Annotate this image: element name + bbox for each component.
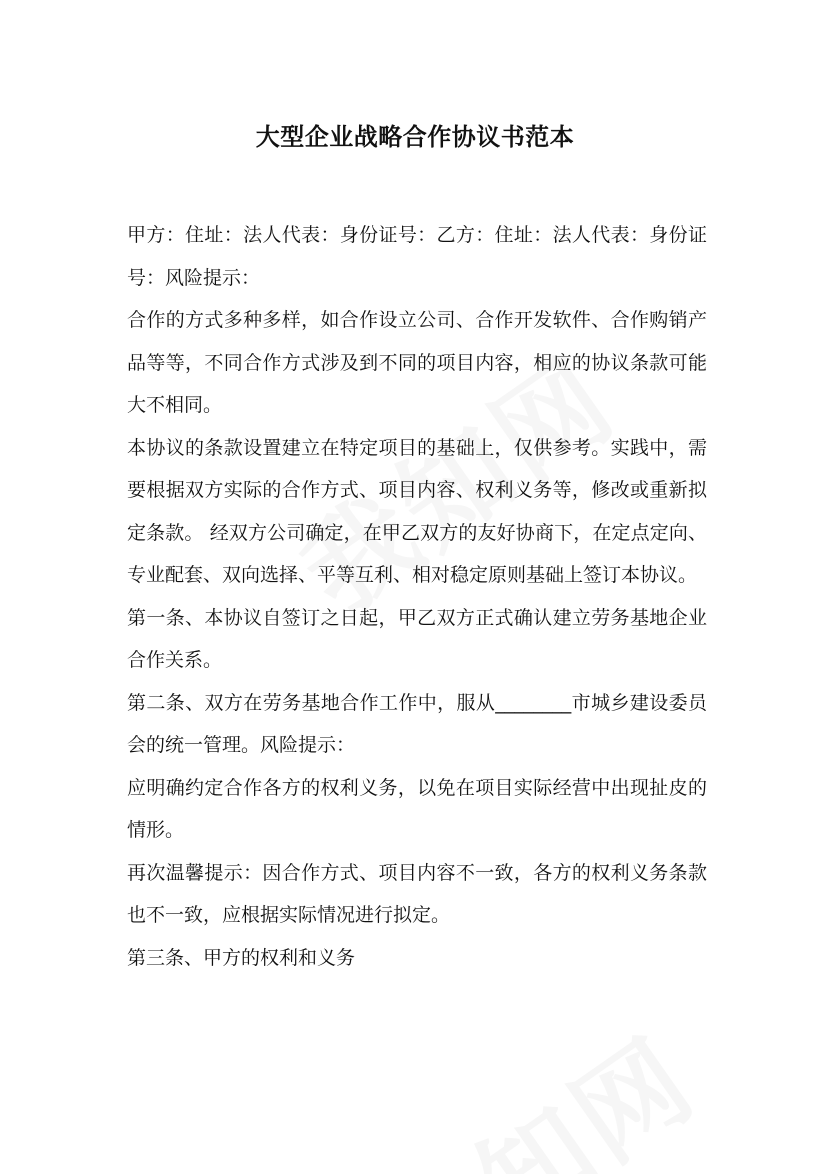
paragraph-article-2: 第二条、双方在劳务基地合作工作中，服从________市城乡建设委员会的统一管理。风险提示： [127, 691, 707, 756]
paragraph-reminder: 再次温馨提示：因合作方式、项目内容不一致，各方的权利义务条款也不一致，应根据实际情况进行拟定。 [127, 861, 707, 926]
paragraph-cooperation-methods: 合作的方式多种多样，如合作设立公司、合作开发软件、合作购销产品等等，不同合作方式涉及到不同的项目内容，相应的协议条款可能大不相同。 [127, 309, 707, 416]
document-title: 大型企业战略合作协议书范本 [255, 123, 575, 151]
paragraph-parties: 甲方：住址：法人代表：身份证号：乙方：住址：法人代表：身份证号：风险提示： [127, 224, 707, 289]
paragraph-risk-note: 应明确约定合作各方的权利义务，以免在项目实际经营中出现扯皮的情形。 [127, 776, 707, 841]
paragraph-terms-basis: 本协议的条款设置建立在特定项目的基础上，仅供参考。实践中，需要根据双方实际的合作方式、项目内容、权利义务等，修改或重新拟定条款。 经双方公司确定，在甲乙双方的友好协商下，在定点定向、专业配套、双向选择、平等互利、相对稳定原则基础上签订本协议。 [127, 436, 707, 586]
document-body [127, 214, 707, 979]
paragraph-article-1: 第一条、本协议自签订之日起，甲乙双方正式确认建立劳务基地企业合作关系。 [127, 606, 707, 671]
watermark [346, 994, 722, 1174]
paragraph-article-3: 第三条、甲方的权利和义务 [127, 946, 356, 969]
